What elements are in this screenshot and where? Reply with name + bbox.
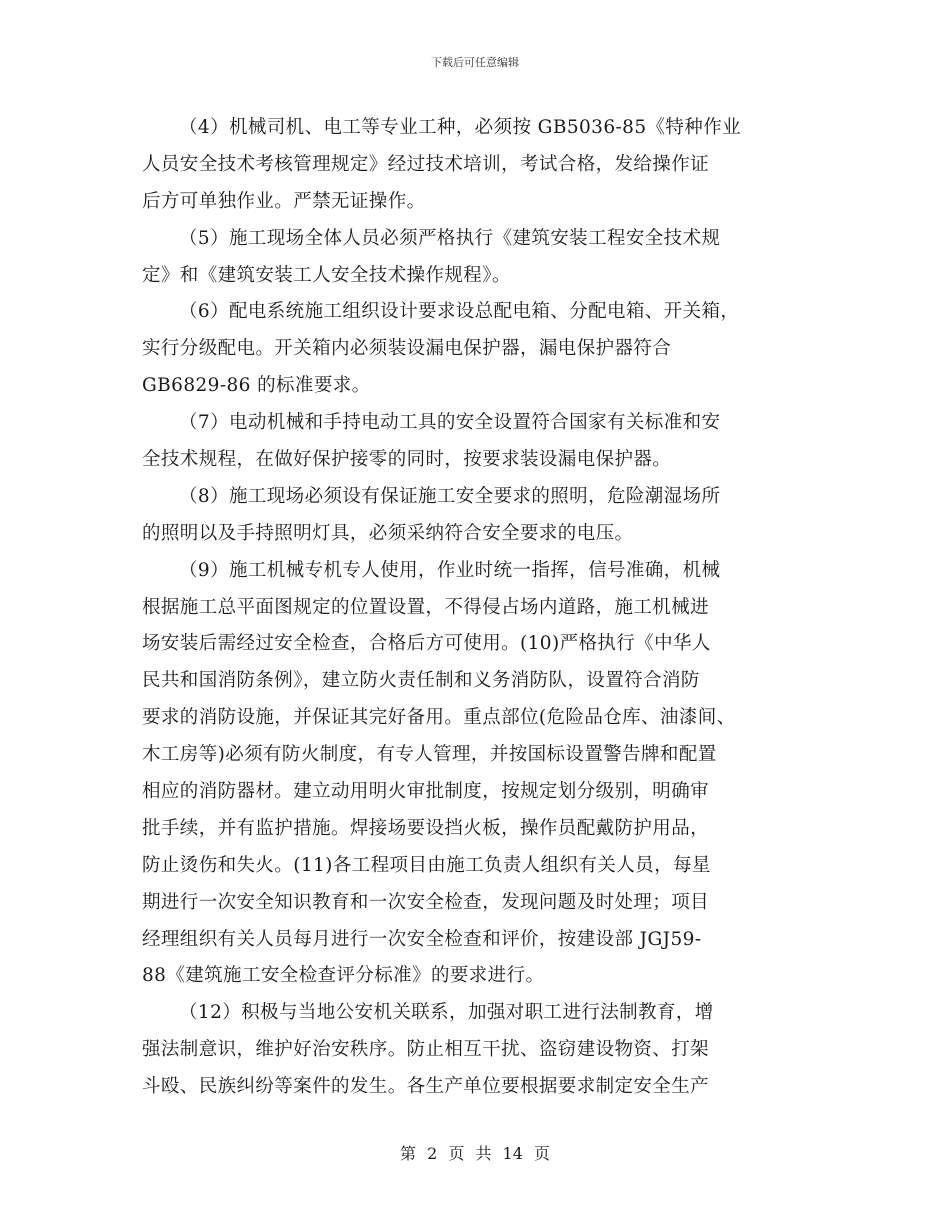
text-line: （8）施工现场必须设有保证施工安全要求的照明，危险潮湿场所	[179, 485, 721, 507]
text-line: （6）配电系统施工组织设计要求设总配电箱、分配电箱、开关箱，	[179, 301, 740, 323]
page-header: 下载后可任意编辑	[431, 56, 519, 69]
text-line: 根据施工总平面图规定的位置设置，不得侵占场内道路，施工机械进	[142, 596, 710, 618]
text-line: 强法制意识，维护好治安秩序。防止相互干扰、盗窃建设物资、打架	[142, 1039, 710, 1061]
text-line: 经理组织有关人员每月进行一次安全检查和评价，按建设部 JGJ59-	[142, 928, 702, 950]
text-line: （4）机械司机、电工等专业工种，必须按 GB5036-85《特种作业	[179, 117, 741, 138]
text-line: 民共和国消防条例》，建立防火责任制和义务消防队，设置符合消防	[142, 670, 700, 692]
text-line: 的照明以及手持照明灯具，必须采纳符合安全要求的电压。	[142, 522, 634, 544]
text-line: 木工房等)必须有防火制度，有专人管理，并按国标设置警告牌和配置	[142, 744, 717, 766]
text-line: 人员安全技术考核管理规定》经过技术培训，考试合格，发给操作证	[142, 153, 710, 175]
text-line: 防止烫伤和失火。(11)各工程项目由施工负责人组织有关人员，每星	[142, 854, 711, 876]
text-line: （7）电动机械和手持电动工具的安全设置符合国家有关标准和安	[179, 412, 721, 434]
text-line: （5）施工现场全体人员必须严格执行《建筑安装工程安全技术规	[179, 227, 721, 249]
page-number-footer: 第 2 页 共 14 页	[400, 1144, 550, 1163]
text-line: 场安装后需经过安全检查，合格后方可使用。(10)严格执行《中华人	[142, 633, 711, 655]
text-line: 斗殴、民族纠纷等案件的发生。各生产单位要根据要求制定安全生产	[142, 1076, 710, 1098]
text-line: 定》和《建筑安装工人安全技术操作规程》。	[142, 264, 511, 286]
text-line: 后方可单独作业。严禁无证操作。	[142, 190, 426, 212]
text-line: 期进行一次安全知识教育和一次安全检查，发现问题及时处理；项目	[142, 891, 710, 913]
text-line: （12）积极与当地公安机关联系，加强对职工进行法制教育，增	[179, 1002, 714, 1024]
text-line: 实行分级配电。开关箱内必须装设漏电保护器，漏电保护器符合	[142, 338, 672, 360]
text-line: 要求的消防设施，并保证其完好备用。重点部位(危险品仓库、油漆间、	[142, 707, 736, 729]
text-line: （9）施工机械专机专人使用，作业时统一指挥，信号准确，机械	[179, 559, 721, 581]
text-line: 全技术规程，在做好保护接零的同时，按要求装设漏电保护器。	[142, 449, 672, 471]
document-body	[142, 110, 818, 1106]
text-line: 批手续，并有监护措施。焊接场要设挡火板，操作员配戴防护用品，	[142, 817, 710, 839]
text-line: 88《建筑施工安全检查评分标准》的要求进行。	[142, 965, 545, 987]
text-line: GB6829-86 的标准要求。	[142, 375, 371, 397]
text-line: 相应的消防器材。建立动用明火审批制度，按规定划分级别，明确审	[142, 781, 710, 803]
